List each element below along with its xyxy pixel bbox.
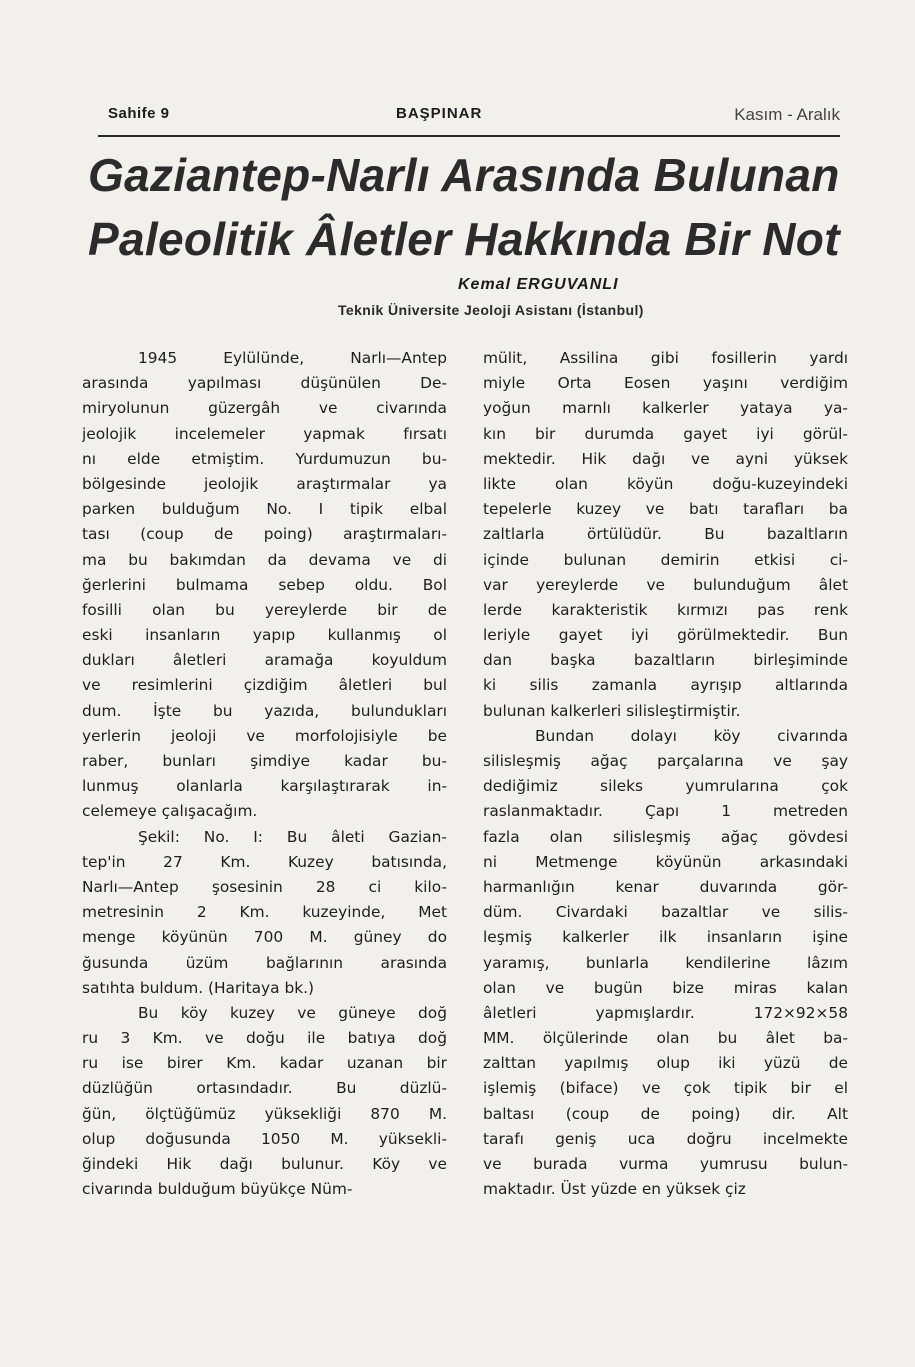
text-line: âletleri yapmışlardır. 172×92×58 — [483, 1003, 848, 1022]
text-line: nı elde etmiştim. Yurdumuzun bu- — [82, 449, 447, 468]
text-line: likte olan köyün doğu-kuzeyindeki — [483, 474, 848, 493]
text-line: baltası (coup de poing) dir. Alt — [483, 1104, 848, 1123]
text-line: parken bulduğum No. I tipik elbal — [82, 500, 447, 519]
text-line: bulunan kalkerleri silisleştirmiştir. — [483, 701, 741, 720]
text-line: dukları âletleri aramağa koyuldum — [82, 651, 447, 670]
text-line: civarında bulduğum büyükçe Nüm- — [82, 1180, 353, 1199]
text-line: MM. ölçülerinde olan bu âlet ba- — [483, 1029, 848, 1048]
text-line: tepelerle kuzey ve batı tarafları ba — [483, 500, 848, 519]
text-line: dum. İşte bu yazıda, bulundukları — [82, 701, 447, 720]
issue-date: Kasım - Aralık — [734, 105, 840, 124]
text-line: dan başka bazaltların birleşiminde — [483, 651, 848, 670]
text-line: ru 3 Km. ve doğu ile batıya doğ — [82, 1029, 447, 1048]
text-line: Narlı—Antep şosesinin 28 ci kilo- — [82, 877, 447, 896]
text-line: zalttan yapılmış olup iki yüzü de — [483, 1054, 848, 1073]
text-line: var yereylerde ve bulunduğum âlet — [483, 575, 848, 594]
text-line: mülit, Assilina gibi fosillerin yardı — [483, 349, 848, 367]
text-line: silisleşmiş ağaç parçalarına ve şay — [483, 752, 848, 770]
text-line: fazla olan silisleşmiş ağaç gövdesi — [483, 827, 848, 846]
text-line: işlemiş (biface) ve çok tipik bir el — [483, 1079, 848, 1098]
text-line: tep'in 27 Km. Kuzey batısında, — [82, 852, 447, 871]
text-line: raslanmaktadır. Çapı 1 metreden — [483, 802, 848, 821]
text-line: Şekil: No. I: Bu âleti Gazian- — [138, 827, 447, 846]
text-line: ma bu bakımdan da devama ve di — [82, 550, 447, 569]
text-line: harmanlığın kenar duvarında gör- — [483, 877, 848, 896]
text-line: ru ise birer Km. kadar uzanan bir — [82, 1054, 447, 1073]
text-line: yerlerin jeoloji ve morfolojisiyle be — [82, 726, 447, 745]
article-title-line-1: Gaziantep-Narlı Arasında Bulunan — [88, 149, 840, 201]
text-line: eski insanların yapıp kullanmış ol — [82, 626, 447, 645]
text-line: arasında yapılması düşünülen De- — [82, 374, 447, 393]
text-line: metresinin 2 Km. kuzeyinde, Met — [82, 903, 447, 922]
text-line: lerde karakteristik kırmızı pas renk — [483, 600, 848, 619]
text-line: Bu köy kuzey ve güneye doğ — [138, 1003, 447, 1022]
text-line: ni Metmenge köyünün arkasındaki — [483, 852, 848, 871]
text-line: yaramış, bunlarla kendilerine lâzım — [483, 953, 848, 972]
page-header — [98, 101, 840, 137]
text-line: leşmiş kalkerler ilk insanların işine — [483, 928, 848, 947]
text-line: miryolunun güzergâh ve civarında — [82, 399, 447, 418]
right-text-column — [483, 346, 848, 1202]
text-line: ki silis zamanla ayrışıp altlarında — [483, 676, 848, 695]
left-text-column — [82, 346, 447, 1202]
text-line: olan ve bugün bize miras kalan — [483, 978, 848, 997]
text-line: 1945 Eylülünde, Narlı—Antep — [138, 349, 447, 367]
text-line: bölgesinde jeolojik araştırmalar ya — [82, 474, 447, 493]
author-name: Kemal ERGUVANLI — [458, 276, 619, 293]
text-line: ğusunda üzüm bağlarının arasında — [82, 953, 447, 972]
text-line: yoğun marnlı kalkerler yataya ya- — [483, 399, 848, 418]
text-line: düzlüğün ortasındadır. Bu düzlü- — [82, 1079, 447, 1098]
text-line: mektedir. Hik dağı ve ayni yüksek — [483, 449, 848, 468]
text-line: miyle Orta Eosen yaşını verdiğim — [483, 374, 848, 393]
text-line: fosilli olan bu yereylerde bir de — [82, 600, 447, 619]
text-line: ğindeki Hik dağı bulunur. Köy ve — [82, 1155, 447, 1173]
text-line: lunmuş olanlarla karşılaştırarak in- — [82, 777, 447, 796]
text-line: tası (coup de poing) araştırmaları- — [82, 525, 447, 544]
text-line: olup doğusunda 1050 M. yüksekli- — [82, 1129, 447, 1148]
text-line: ğün, ölçtüğümüz yüksekliği 870 M. — [82, 1104, 447, 1123]
text-line: jeolojik incelemeler yapmak fırsatı — [82, 424, 447, 443]
text-line: kın bir durumda gayet iyi görül- — [483, 424, 848, 443]
page-number: Sahife 9 — [108, 105, 170, 122]
text-line: dediğimiz sileks yumrularına çok — [483, 777, 848, 796]
text-line: leriyle gayet iyi görülmektedir. Bun — [483, 626, 848, 645]
author-affiliation: Teknik Üniversite Jeoloji Asistanı (İstanbul) — [338, 302, 644, 318]
text-line: celemeye çalışacağım. — [82, 802, 258, 821]
text-line: zaltlarla örtülüdür. Bu bazaltların — [483, 525, 848, 544]
text-line: maktadır. Üst yüzde en yüksek çiz — [483, 1180, 746, 1199]
text-line: düm. Civardaki bazaltlar ve silis- — [483, 903, 848, 922]
text-line: ve resimlerini çizdiğim âletleri bul — [82, 676, 447, 695]
text-line: menge köyünün 700 M. güney do — [82, 928, 447, 947]
text-line: ğerlerini bulmama sebep oldu. Bol — [82, 575, 447, 594]
journal-name: BAŞPINAR — [396, 105, 483, 122]
text-line: tarafı geniş uca doğru incelmekte — [483, 1129, 848, 1148]
text-line: ve burada vurma yumrusu bulun- — [483, 1155, 848, 1173]
article-title-line-2: Paleolitik Âletler Hakkında Bir Not — [88, 213, 840, 265]
text-line: Bundan dolayı köy civarında — [535, 726, 848, 745]
text-line: içinde bulunan demirin etkisi ci- — [483, 550, 848, 569]
text-line: raber, bunları şimdiye kadar bu- — [82, 752, 447, 770]
text-line: satıhta buldum. (Haritaya bk.) — [82, 978, 315, 997]
